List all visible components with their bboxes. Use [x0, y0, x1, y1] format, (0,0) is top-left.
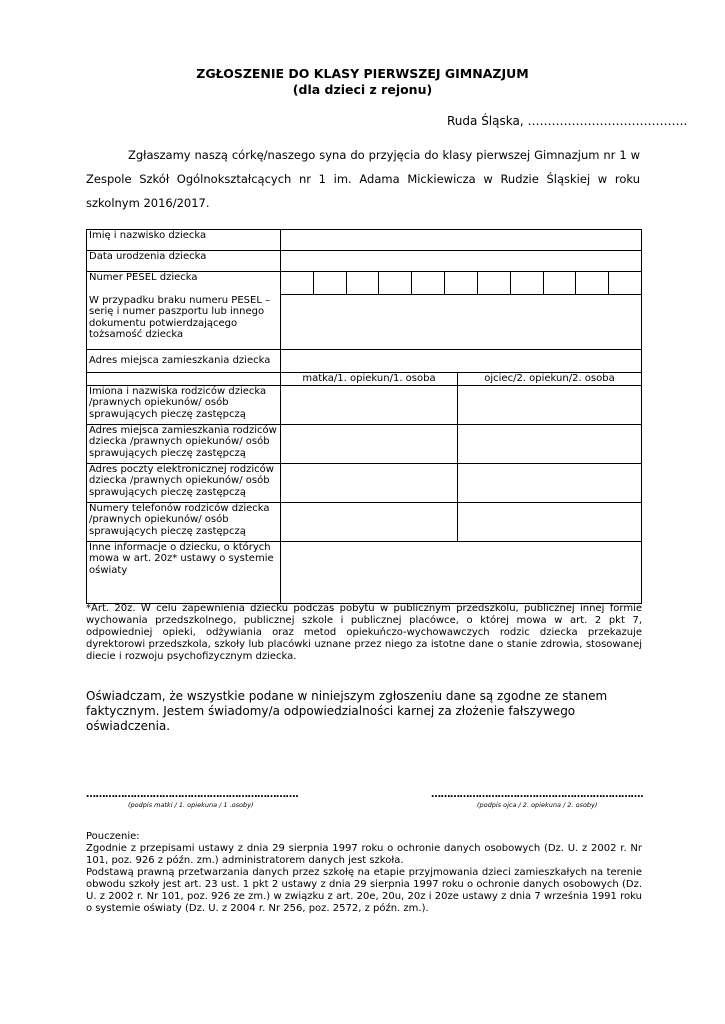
field-pesel[interactable] — [281, 272, 642, 295]
pesel-boxes — [281, 272, 641, 294]
label-parents-address: Adres miejsca zamieszkania rodziców dziecka /prawnych opiekunów/ osób sprawujących pieczę zastępczą — [87, 424, 281, 463]
field-mother-address[interactable] — [281, 424, 458, 463]
pesel-box[interactable] — [347, 272, 380, 294]
pesel-box[interactable] — [576, 272, 609, 294]
footnote-art-20z: *Art. 20z. W celu zapewnienia dziecku podczas pobytu w publicznym przedszkolu, publicznej innej formie wychowania przedszkolnego, publicznej szkole i publicznej placówce, o której mowa w art. 2 pkt 7, odpowiedniej opieki, odżywiania oraz metod opiekuńczo-wychowawczych rodzic dziecka przekazuje dyrektorowi przedszkola, szkoły lub placówki uznane przez niego za istotne dane o stanie zdrowia, stosowanej diecie i rozwoju psychofizycznym dziecka. — [86, 603, 642, 662]
pesel-box[interactable] — [281, 272, 314, 294]
column-header-mother: matka/1. opiekun/1. osoba — [281, 373, 458, 386]
field-mother-names[interactable] — [281, 385, 458, 424]
registration-form-table — [86, 229, 642, 604]
field-child-address[interactable] — [281, 350, 642, 373]
intro-paragraph — [86, 143, 640, 215]
pesel-box[interactable] — [544, 272, 577, 294]
document-title: ZGŁOSZENIE DO KLASY PIERWSZEJ GIMNAZJUM — [196, 66, 529, 81]
signature-line-mother[interactable]: …………………………………………………………. — [86, 789, 299, 800]
pouczenie-section — [86, 831, 642, 915]
pouczenie-paragraph-2: Podstawą prawną przetwarzania danych przez szkołę na etapie przyjmowania dzieci zamieszkałych na terenie obwodu szkoły jest art. 23 ust. 1 pkt 2 ustawy z dnia 29 sierpnia 1997 roku o ochronie danych osobowych (Dz. U. z 2002 r. Nr 101, poz. 926 ze zm.) w związku z art. 20e, 20u, 20z i 20ze ustawy z dnia 7 września 1991 roku o systemie oświaty (Dz. U. z 2004 r. Nr 256, poz. 2572, z późn. zm.). — [86, 867, 642, 914]
pesel-box[interactable] — [314, 272, 347, 294]
place-date: Ruda Śląska, …………………………………. — [447, 114, 688, 128]
label-parents-phone: Numery telefonów rodziców dziecka /prawnych opiekunów/ osób sprawujących pieczę zastępczą — [87, 502, 281, 541]
field-father-email[interactable] — [458, 463, 642, 502]
label-birth-date: Data urodzenia dziecka — [87, 251, 281, 272]
label-child-address: Adres miejsca zamieszkania dziecka — [87, 350, 281, 373]
field-father-address[interactable] — [458, 424, 642, 463]
pouczenie-heading: Pouczenie: — [86, 831, 140, 842]
header-empty-cell — [87, 373, 281, 386]
signature-line-father[interactable]: …………………………………………………………. — [431, 789, 644, 800]
pesel-box[interactable] — [412, 272, 445, 294]
field-passport[interactable] — [281, 295, 642, 350]
label-parents-names: Imiona i nazwiska rodziców dziecka /prawnych opiekunów/ osób sprawujących pieczę zastępczą — [87, 385, 281, 424]
label-child-name: Imię i nazwisko dziecka — [87, 230, 281, 251]
signature-caption-father: (podpis ojca / 2. opiekuna / 2. osoby) — [477, 801, 598, 809]
declaration: Oświadczam, że wszystkie podane w niniejszym zgłoszeniu dane są zgodne ze stanem faktycznym. Jestem świadomy/a odpowiedzialności karnej za złożenie fałszywego oświadczenia. — [86, 689, 608, 733]
document-subtitle: (dla dzieci z rejonu) — [292, 82, 433, 97]
intro-text: Zgłaszamy naszą córkę/naszego syna do przyjęcia do klasy pierwszej Gimnazjum nr 1 w Zespole Szkół Ogólnokształcących nr 1 im. Adama Mickiewicza w Rudzie Śląskiej w roku szkolnym 2016/2017. — [86, 148, 640, 210]
pesel-box[interactable] — [445, 272, 478, 294]
column-header-father: ojciec/2. opiekun/2. osoba — [458, 373, 642, 386]
field-father-phone[interactable] — [458, 502, 642, 541]
pouczenie-paragraph-1: Zgodnie z przepisami ustawy z dnia 29 sierpnia 1997 roku o ochronie danych osobowych (Dz. U. z 2002 r. Nr 101, poz. 926 z późn. zm.) administratorem danych jest szkoła. — [86, 843, 642, 866]
pesel-box[interactable] — [511, 272, 544, 294]
pesel-box[interactable] — [609, 272, 641, 294]
field-mother-phone[interactable] — [281, 502, 458, 541]
label-no-pesel: W przypadku braku numeru PESEL – serię i numer paszportu lub innego dokumentu potwierdzającego tożsamość dziecka — [89, 294, 271, 340]
pesel-box[interactable] — [379, 272, 412, 294]
field-father-names[interactable] — [458, 385, 642, 424]
pesel-box[interactable] — [478, 272, 511, 294]
field-child-name[interactable] — [281, 230, 642, 251]
label-pesel-block — [87, 272, 281, 350]
field-mother-email[interactable] — [281, 463, 458, 502]
label-pesel: Numer PESEL dziecka — [89, 272, 198, 283]
label-other-info: Inne informacje o dziecku, o których mowa w art. 20z* ustawy o systemie oświaty — [87, 541, 281, 603]
field-birth-date[interactable] — [281, 251, 642, 272]
label-parents-email: Adres poczty elektronicznej rodziców dziecka /prawnych opiekunów/ osób sprawujących pieczę zastępczą — [87, 463, 281, 502]
signature-caption-mother: (podpis matki / 1. opiekuna / 1 .osoby) — [128, 801, 254, 809]
field-other-info[interactable] — [281, 541, 642, 603]
